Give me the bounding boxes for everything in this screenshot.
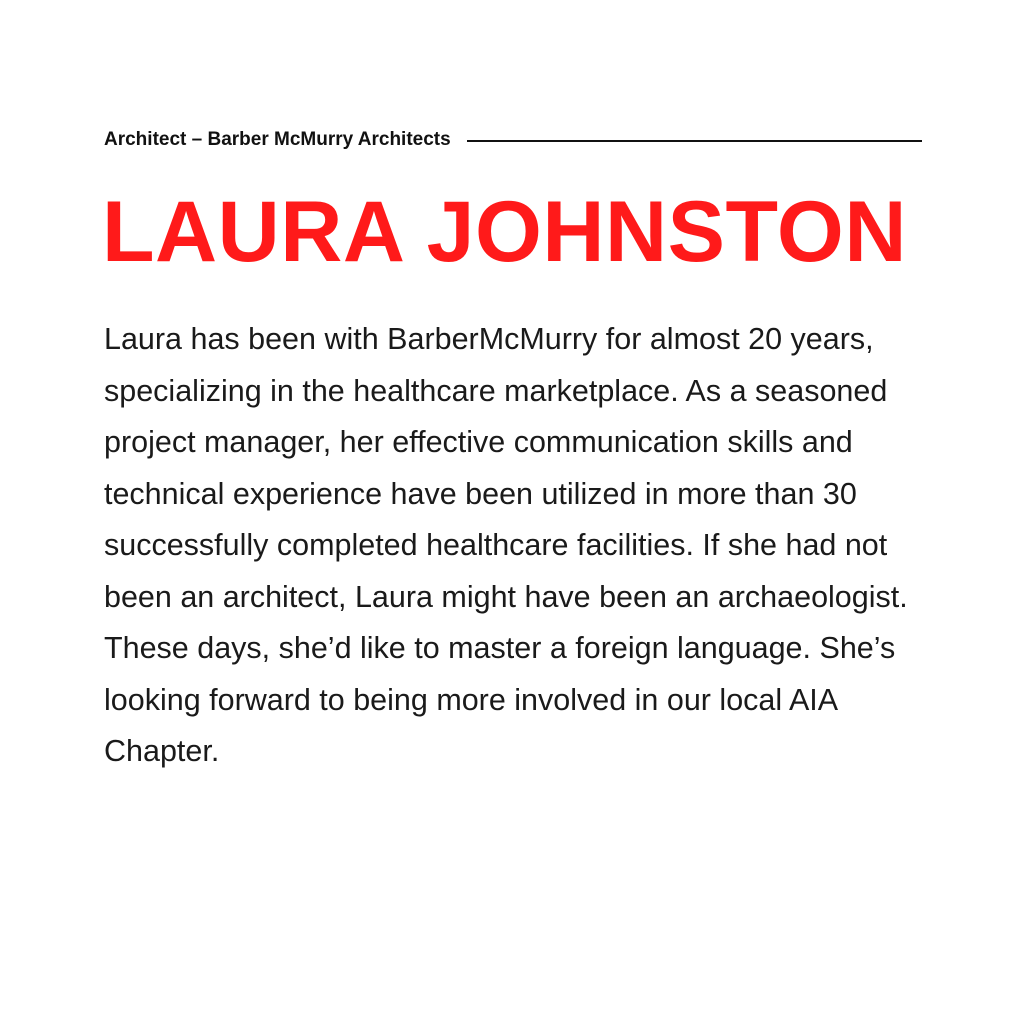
job-title: Architect – Barber McMurry Architects [104,129,451,150]
subtitle-row [104,126,922,154]
divider-line [467,140,922,142]
bio-paragraph: Laura has been with BarberMcMurry for almost 20 years, specializing in the healthcare marketplace. As a seasoned project manager, her effective communication skills and technical experience have been utilized in more than 30 successfully completed healthcare facilities. If she had not been an architect, Laura might have been an archaeologist. These days, she’d like to master a foreign language. She’s looking forward to being more involved in our local AIA Chapter. [104,322,908,768]
person-name: LAURA JOHNSTON [102,184,907,280]
